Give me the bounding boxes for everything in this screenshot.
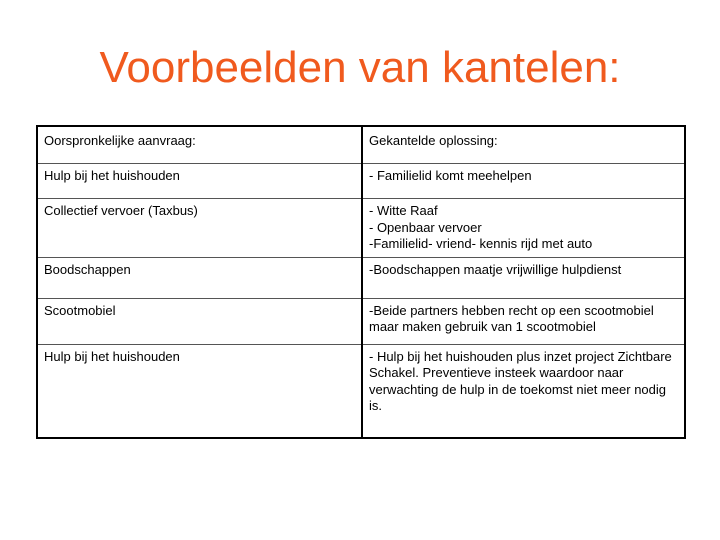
solution-line: - Hulp bij het huishouden plus inzet project Zichtbare Schakel. Preventieve insteek waardoor naar verwachting de hulp in de toekomst niet meer nodig is. bbox=[369, 348, 672, 413]
request-cell: Hulp bij het huishouden bbox=[37, 344, 362, 438]
table-row bbox=[37, 199, 685, 258]
table-row bbox=[37, 344, 685, 438]
table-row bbox=[37, 257, 685, 298]
table-header-row bbox=[37, 126, 685, 164]
solution-line: -Familielid- vriend- kennis rijd met auto bbox=[369, 236, 593, 251]
solution-line: - Familielid komt meehelpen bbox=[369, 168, 532, 183]
solution-line: - Witte Raaf bbox=[369, 203, 438, 218]
solution-cell bbox=[362, 298, 685, 344]
slide-title: Voorbeelden van kantelen: bbox=[99, 43, 621, 92]
solution-line: - Openbaar vervoer bbox=[369, 219, 482, 235]
request-cell: Hulp bij het huishouden bbox=[37, 164, 362, 199]
header-original-request: Oorspronkelijke aanvraag: bbox=[37, 126, 362, 164]
request-cell: Collectief vervoer (Taxbus) bbox=[37, 199, 362, 258]
header-tilted-solution: Gekantelde oplossing: bbox=[362, 126, 685, 164]
request-cell: Boodschappen bbox=[37, 257, 362, 298]
comparison-table bbox=[36, 125, 686, 439]
solution-cell bbox=[362, 257, 685, 298]
solution-cell bbox=[362, 344, 685, 438]
solution-cell bbox=[362, 164, 685, 199]
request-cell: Scootmobiel bbox=[37, 298, 362, 344]
solution-line: -Beide partners hebben recht op een scootmobiel maar maken gebruik van 1 scootmobiel bbox=[369, 302, 654, 334]
solution-cell bbox=[362, 199, 685, 258]
table-row bbox=[37, 164, 685, 199]
solution-line: -Boodschappen maatje vrijwillige hulpdienst bbox=[369, 261, 622, 277]
table-row bbox=[37, 298, 685, 344]
